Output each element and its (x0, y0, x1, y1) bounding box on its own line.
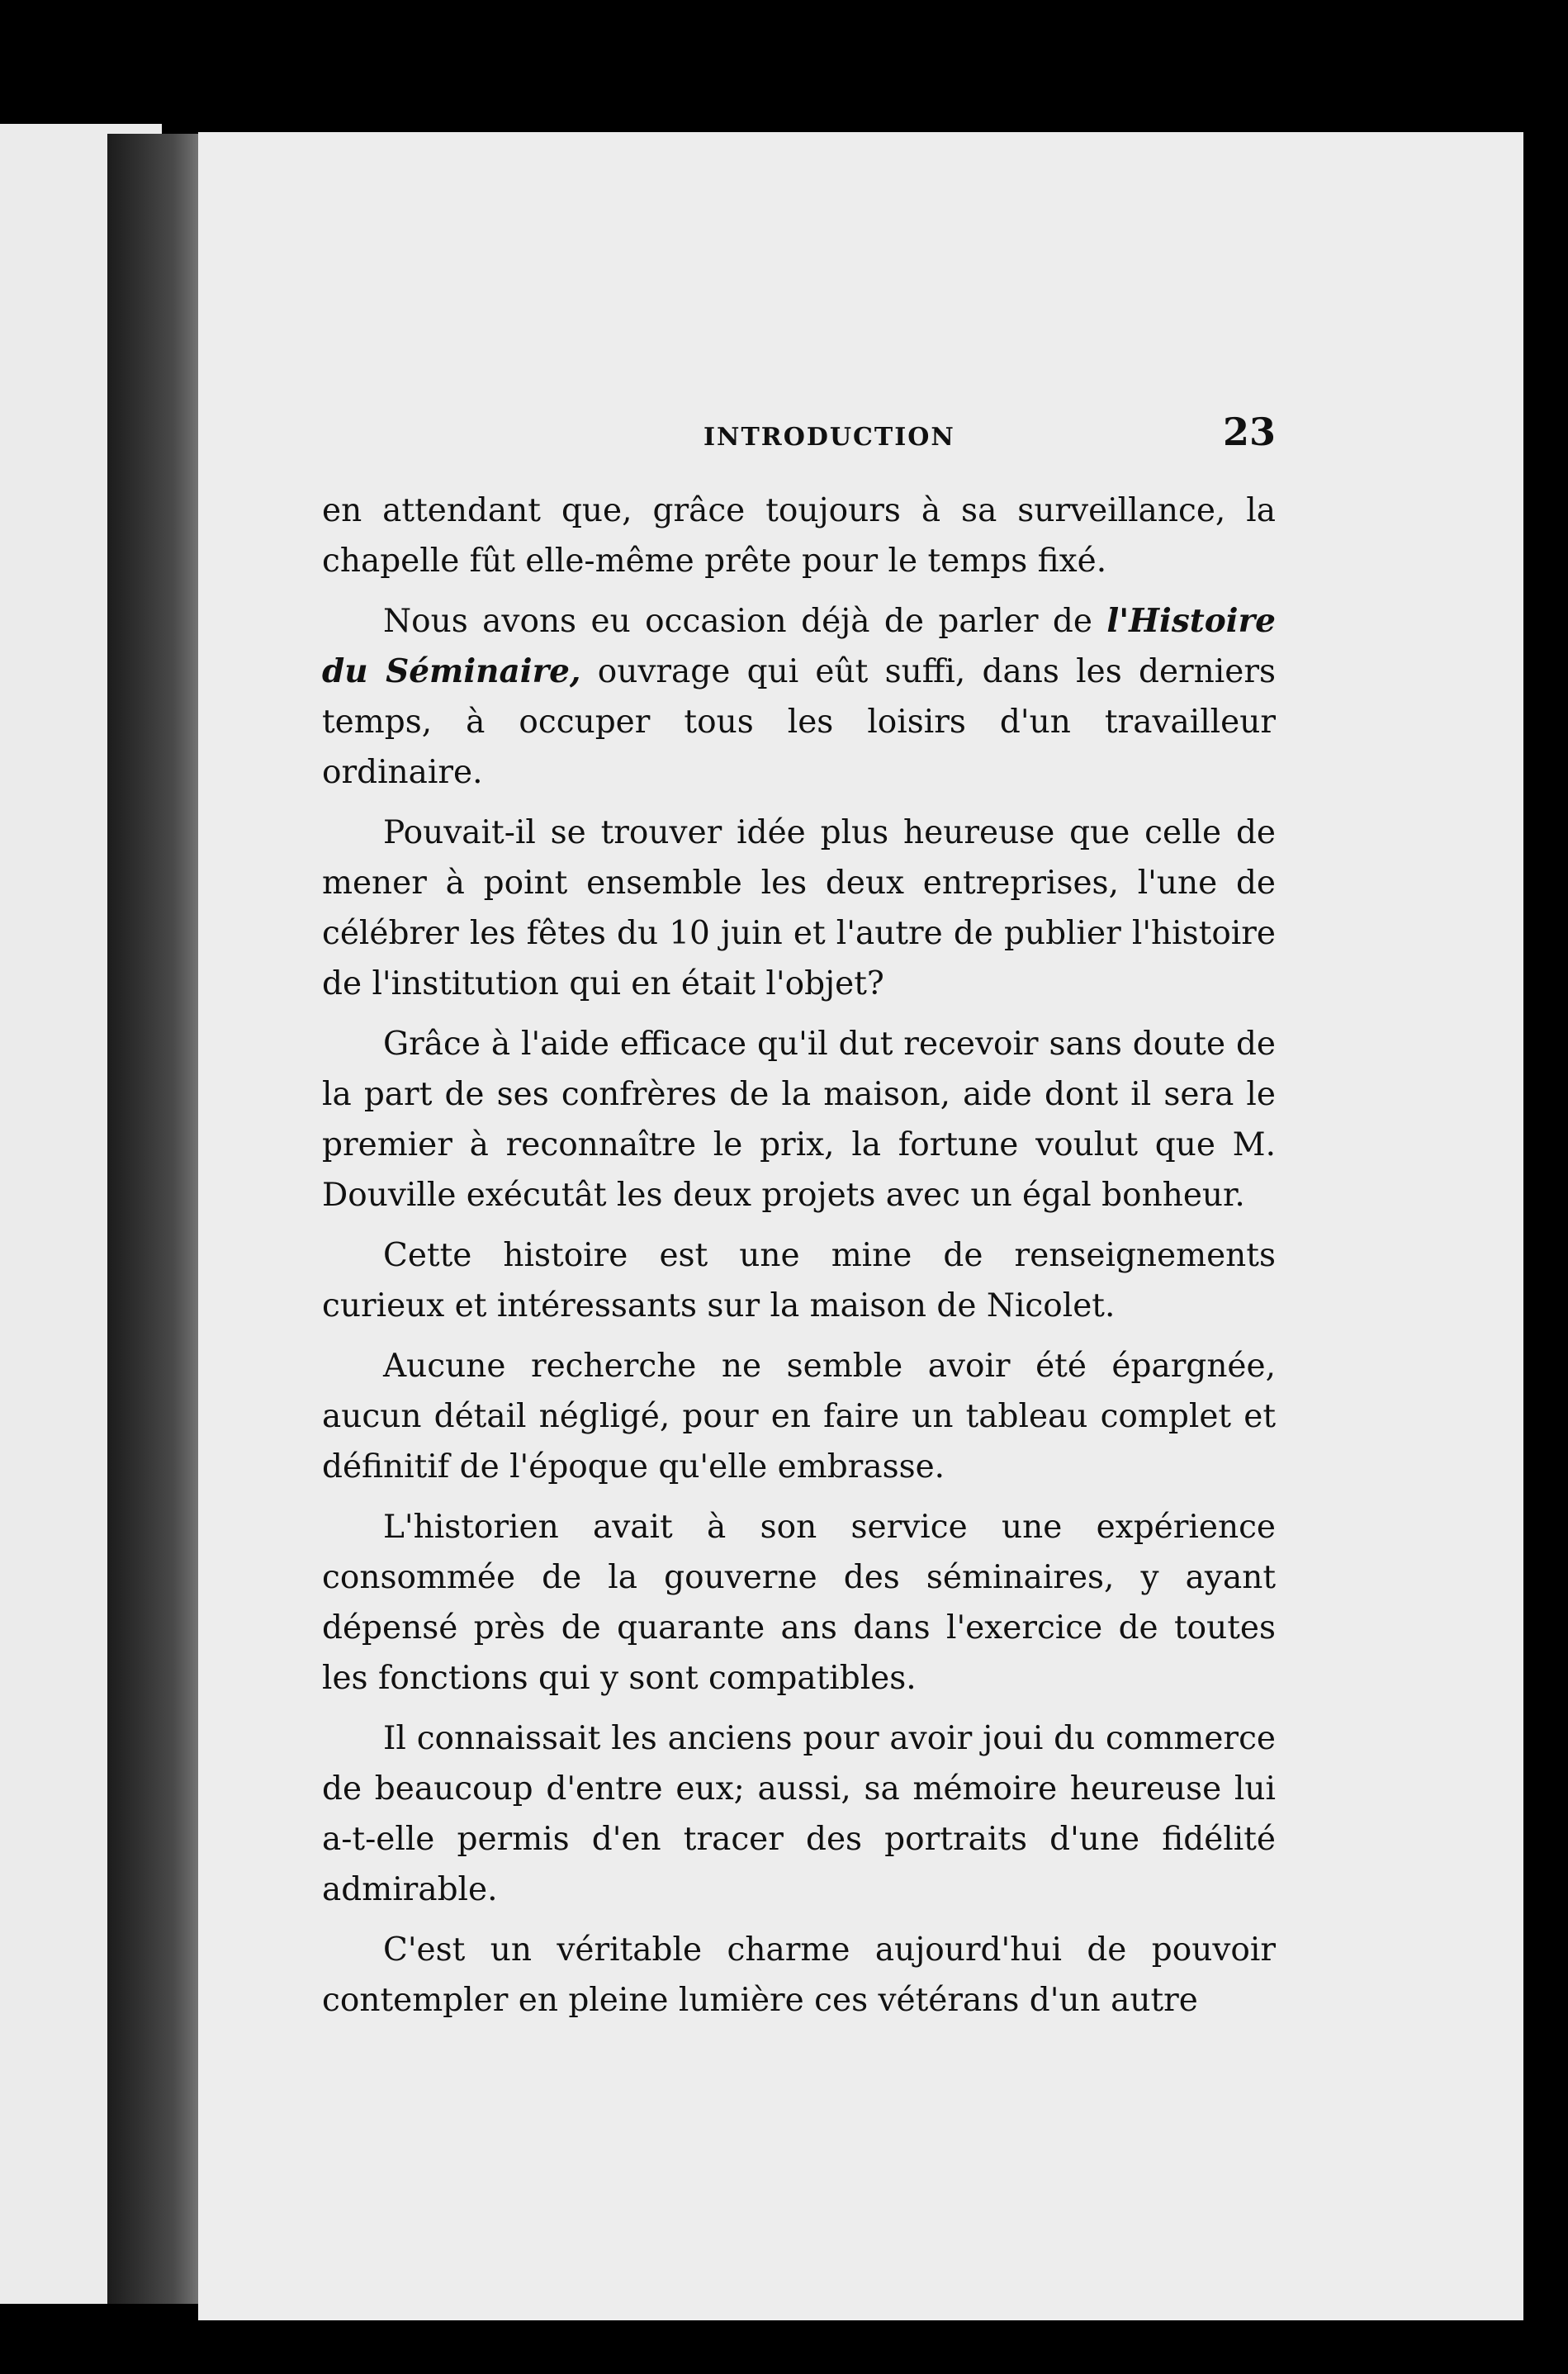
book-page (198, 132, 1523, 2320)
paragraph-8: Il connaissait les anciens pour avoir joui du commerce de beaucoup d'entre eux; aussi, sa mémoire heureuse lui a-t-elle permis d'en tracer des portraits d'une fidélité admirable. (322, 1720, 1276, 1908)
paragraph-9: C'est un véritable charme aujourd'hui de pouvoir contempler en pleine lumière ces vétérans d'un autre (322, 1931, 1276, 2019)
page-number: 23 (1222, 410, 1276, 454)
book-title: l'Histoire du Séminaire, (322, 602, 1276, 690)
page-header (322, 405, 1276, 471)
paragraph-4: Grâce à l'aide efficace qu'il dut recevoir sans doute de la part de ses confrères de la maison, aide dont il sera le premier à reconnaître le prix, la fortune voulut que M. Douville exécutât les deux projets avec un égal bonheur. (322, 1026, 1276, 1214)
running-head: INTRODUCTION (703, 423, 955, 452)
paragraph-5: Cette histoire est une mine de renseignements curieux et intéressants sur la maison de Nicolet. (322, 1237, 1276, 1324)
book-spine (107, 134, 202, 2304)
paragraph-7: L'historien avait à son service une expérience consommée de la gouverne des séminaires, y ayant dépensé près de quarante ans dans l'exercice de toutes les fonctions qui y sont compatibles. (322, 1509, 1276, 1697)
paragraph-2-end: ouvrage qui eût suffi, dans les derniers temps, à occuper tous les loisirs d'un travailleur ordinaire. (322, 653, 1277, 791)
paragraph-3: Pouvait-il se trouver idée plus heureuse que celle de mener à point ensemble les deux entreprises, l'une de célébrer les fêtes du 10 juin et l'autre de publier l'histoire de l'institution qui en était l'objet? (322, 814, 1276, 1002)
paragraph-2 (322, 596, 1276, 798)
paragraph-2-start: Nous avons eu occasion déjà de parler de (383, 603, 1107, 640)
paragraph-1: en attendant que, grâce toujours à sa surveillance, la chapelle fût elle-même prête pour le temps fixé. (322, 492, 1276, 580)
page-text-block (322, 405, 1276, 2035)
paragraph-6: Aucune recherche ne semble avoir été épargnée, aucun détail négligé, pour en faire un tableau complet et définitif de l'époque qu'elle embrasse. (322, 1348, 1276, 1486)
